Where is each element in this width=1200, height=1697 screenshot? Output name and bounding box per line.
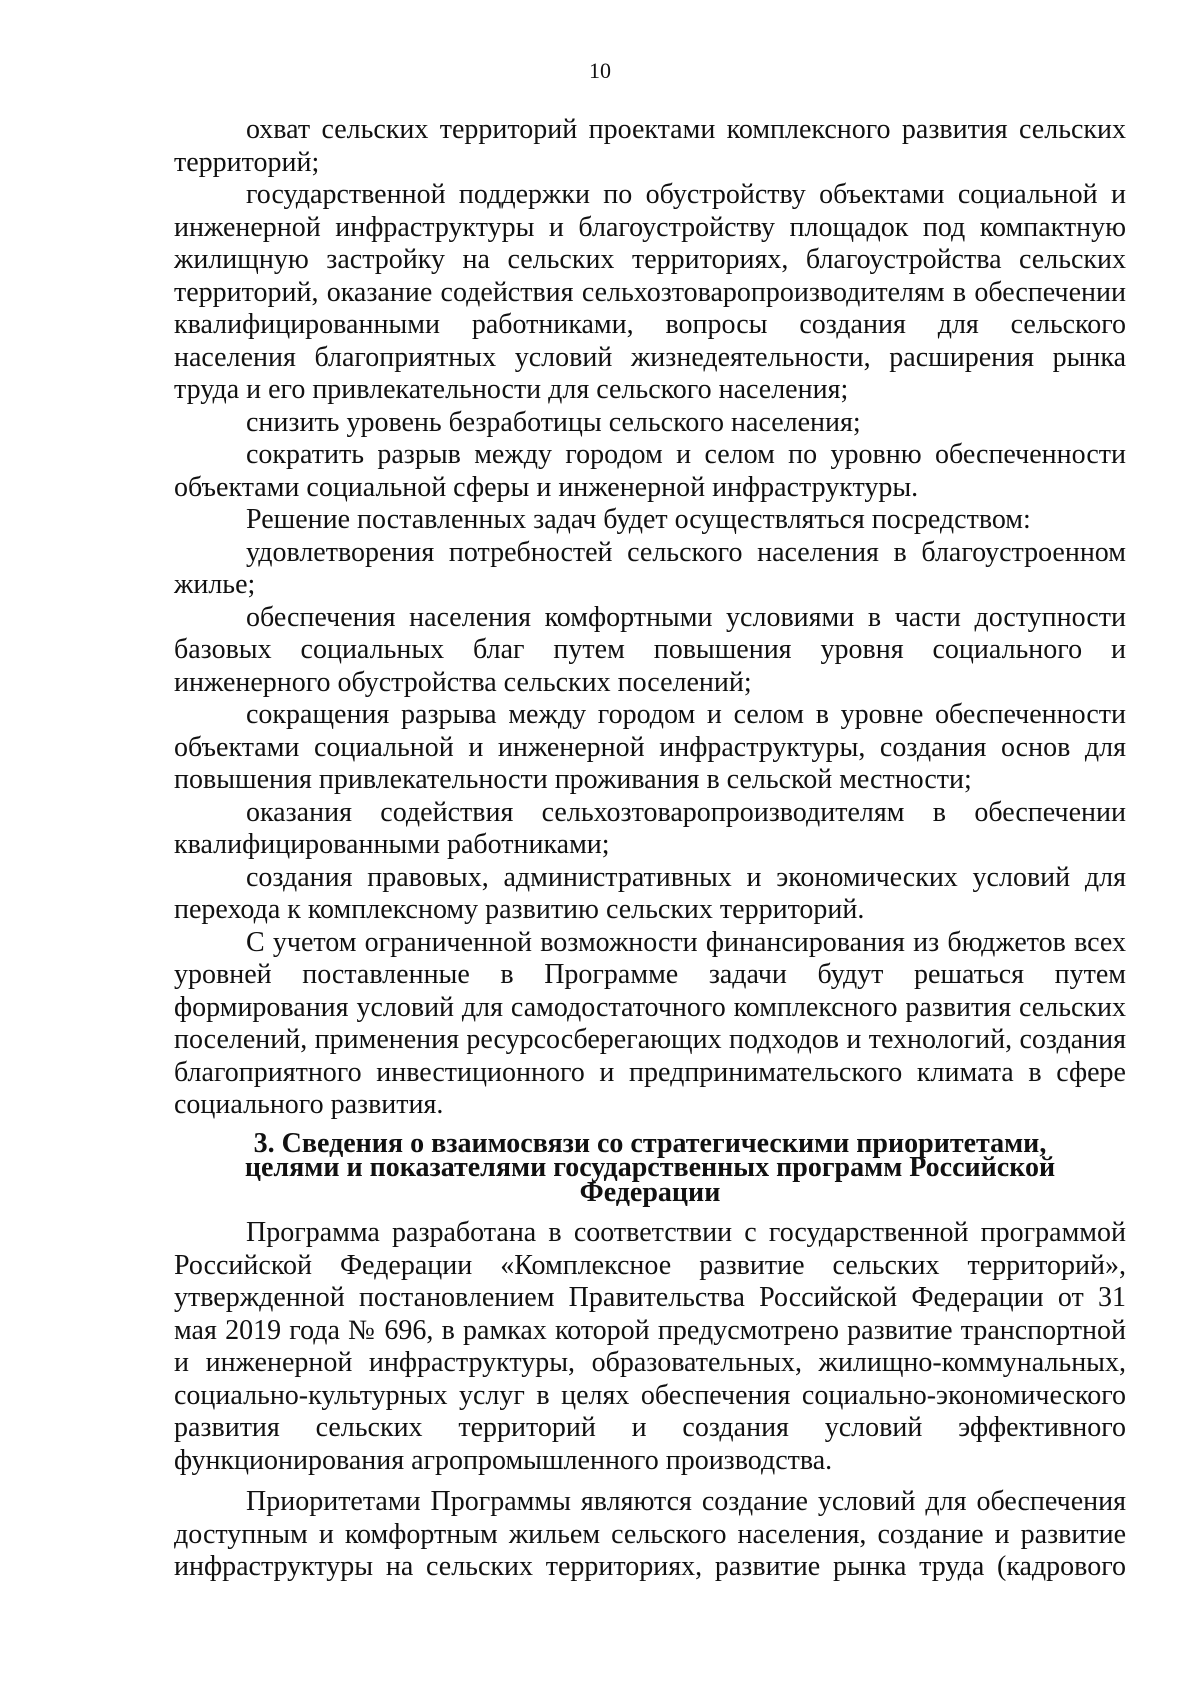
paragraph: Приоритетами Программы являются создание условий для обеспечения доступным и комфортным жильем сельского населения, создание и развитие инфраструктуры на сельских территориях, развитие рынка труда (кадрового — [174, 1486, 1126, 1582]
paragraph: охват сельских территорий проектами комплексного развития сельских территорий; — [174, 114, 1126, 178]
section-heading — [174, 1122, 1126, 1218]
paragraph: удовлетворения потребностей сельского населения в благоустроенном жилье; — [174, 536, 1126, 600]
paragraph: создания правовых, административных и экономических условий для перехода к комплексному развитию сельских территорий. — [174, 861, 1126, 925]
paragraph: снизить уровень безработицы сельского населения; — [246, 406, 861, 438]
page-number: 10 — [589, 58, 611, 83]
paragraph: Решение поставленных задач будет осуществляться посредством: — [246, 504, 1031, 535]
paragraph: государственной поддержки по обустройству объектами социальной и инженерной инфраструктуры и благоустройству площадок под компактную жилищную застройку на сельских территориях, благоустройства сельских территорий, оказание содействия сельхозтоваропроизводителям в обеспечении квалифицированными работниками, вопросы создания для сельского населения благоприятных условий жизнедеятельности, расширения рынка труда и его привлекательности для сельского населения; — [174, 179, 1126, 405]
paragraph: С учетом ограниченной возможности финансирования из бюджетов всех уровней поставленные в Программе задачи будут решаться путем формирования условий для самодостаточного комплексного развития сельских поселений, применения ресурсосберегающих подходов и технологий, создания благоприятного инвестиционного и предпринимательского климата в сфере социального развития. — [174, 926, 1126, 1120]
paragraph: сократить разрыв между городом и селом по уровню обеспеченности объектами социальной сферы и инженерной инфраструктуры. — [174, 439, 1126, 503]
paragraph: обеспечения населения комфортными условиями в части доступности базовых социальных благ путем повышения уровня социального и инженерного обустройства сельских поселений; — [174, 601, 1126, 698]
section-heading-line: Федерации — [579, 1176, 721, 1208]
document-body — [174, 114, 1126, 1584]
paragraph: Программа разработана в соответствии с государственной программой Российской Федерации «Комплексное развитие сельских территорий», утвержденной постановлением Правительства Российской Федерации от 31 мая 2019 года № 696, в рамках которой предусмотрено развитие транспортной и инженерной инфраструктуры, образовательных, жилищно-коммунальных, социально-культурных услуг в целях обеспечения социально-экономического развития сельских территорий и создания условий эффективного функционирования агропромышленного производства. — [174, 1217, 1126, 1476]
paragraph: сокращения разрыва между городом и селом в уровне обеспеченности объектами социальной и инженерной инфраструктуры, создания основ для повышения привлекательности проживания в сельской местности; — [174, 699, 1126, 795]
paragraph: оказания содействия сельхозтоваропроизводителям в обеспечении квалифицированными работниками; — [174, 796, 1126, 860]
section-heading-line: целями и показателями государственных программ Российской — [244, 1152, 1056, 1183]
section-heading-line: 3. Сведения о взаимосвязи со стратегическими приоритетами, — [253, 1127, 1047, 1159]
